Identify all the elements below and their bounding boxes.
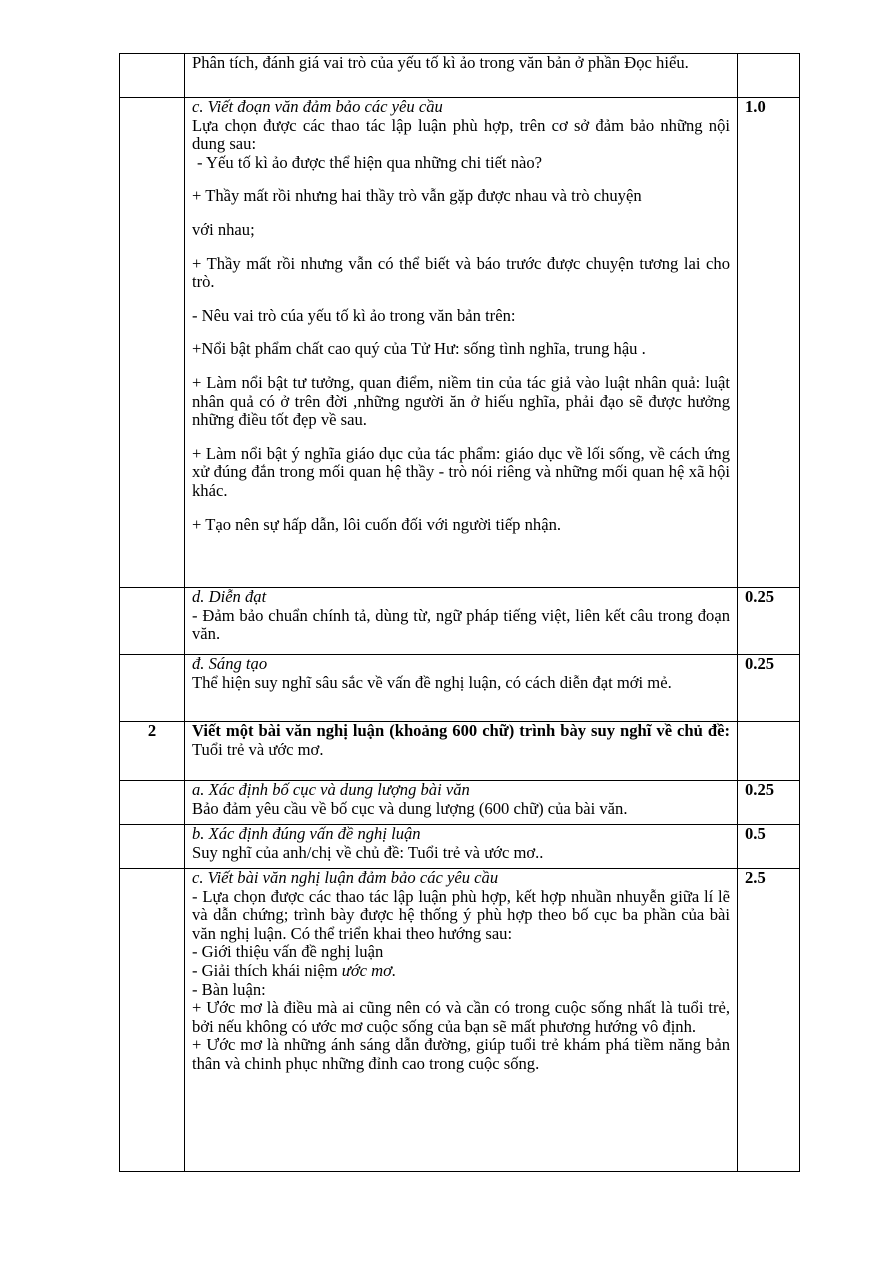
score-cell: 0.25 [738, 588, 800, 655]
paragraph [192, 962, 730, 981]
paragraph: + Ước mơ là điều mà ai cũng nên có và cần có trong cuộc sống nhất là tuổi trẻ, bởi nếu không có ước mơ cuộc sống của bạn sẽ mất phương hướng vô định. [192, 998, 730, 1036]
question-number-cell [120, 98, 185, 588]
paragraph: + Thầy mất rồi nhưng vẫn có thể biết và báo trước được chuyện tương lai cho trò. [192, 253, 730, 292]
question-number-cell [120, 655, 185, 722]
paragraph: - Yếu tố kì ảo được thể hiện qua những chi tiết nào? [197, 152, 543, 172]
content-cell [185, 722, 738, 781]
score-cell: 0.25 [738, 655, 800, 722]
paragraph-text: - Giải thích khái niệm [192, 960, 342, 980]
criterion-heading: c. Viết đoạn văn đảm bảo các yêu cầu [192, 97, 443, 116]
content-cell [185, 655, 738, 722]
content-cell [185, 588, 738, 655]
content-cell [185, 825, 738, 869]
paragraph: + Ước mơ là những ánh sáng dẫn đường, giúp tuổi trẻ khám phá tiềm năng bản thân và chinh phục những đỉnh cao trong cuộc sống. [192, 1035, 730, 1073]
paragraph: - Nêu vai trò cúa yếu tố kì ảo trong văn bản trên: [192, 305, 516, 325]
paragraph: với nhau; [192, 219, 255, 239]
italic-term: ước mơ. [341, 960, 397, 980]
score-cell: 0.25 [738, 781, 800, 825]
paragraph: Thể hiện suy nghĩ sâu sắc về vấn đề nghị luận, có cách diễn đạt mới mẻ. [192, 672, 672, 692]
criterion-heading: d. Diễn đạt [192, 587, 267, 606]
criterion-heading: b. Xác định đúng vấn đề nghị luận [192, 824, 421, 843]
question-number-cell [120, 781, 185, 825]
paragraph: Suy nghĩ của anh/chị về chủ đề: Tuổi trẻ và ước mơ.. [192, 842, 544, 862]
paragraph: Bảo đảm yêu cầu về bố cục và dung lượng (600 chữ) của bài văn. [192, 798, 628, 818]
paragraph: - Bàn luận: [192, 979, 266, 999]
scoring-rubric-table [119, 53, 800, 1172]
question-topic: Tuổi trẻ và ước mơ. [192, 739, 324, 759]
criterion-heading: a. Xác định bố cục và dung lượng bài văn [192, 780, 470, 799]
score-cell [738, 722, 800, 781]
paragraph: + Thầy mất rồi nhưng hai thầy trò vẫn gặp được nhau và trò chuyện [192, 186, 642, 206]
paragraph: + Làm nổi bật ý nghĩa giáo dục của tác phẩm: giáo dục về lối sống, về cách ứng xử đúng đắn trong mối quan hệ thầy - trò nói riêng và những mối quan hệ xã hội khác. [192, 443, 730, 500]
question-prompt [192, 722, 730, 759]
content-cell [185, 54, 738, 98]
score-cell: 1.0 [738, 98, 800, 588]
question-number-cell [120, 825, 185, 869]
paragraph: Phân tích, đánh giá vai trò của yếu tố kì ảo trong văn bản ở phần Đọc hiểu. [192, 53, 689, 72]
content-cell [185, 98, 738, 588]
question-prompt-bold: Viết một bài văn nghị luận (khoảng 600 chữ) trình bày suy nghĩ về chủ đề: [192, 721, 730, 740]
table-row [120, 781, 800, 825]
paragraph: - Lựa chọn được các thao tác lập luận phù hợp, kết hợp nhuần nhuyễn giữa lí lẽ và dẫn chứng; trình bày được hệ thống ý phù hợp theo bố cục ba phần của bài văn nghị luận. Có thể triển khai theo hướng sau: [192, 886, 730, 943]
score-cell: 2.5 [738, 869, 800, 1172]
paragraph: Lựa chọn được các thao tác lập luận phù hợp, trên cơ sở đảm bảo những nội dung sau: [192, 115, 730, 154]
paragraph: - Giới thiệu vấn đề nghị luận [192, 942, 384, 962]
content-cell [185, 781, 738, 825]
content-cell [185, 869, 738, 1172]
criterion-heading: c. Viết bài văn nghị luận đảm bảo các yêu cầu [192, 868, 499, 887]
question-number-cell [120, 869, 185, 1172]
table-row [120, 98, 800, 588]
paragraph: +Nổi bật phẩm chất cao quý của Tử Hư: sống tình nghĩa, trung hậu . [192, 339, 646, 359]
score-cell [738, 54, 800, 98]
table-row [120, 655, 800, 722]
paragraph: + Tạo nên sự hấp dẫn, lôi cuốn đối với người tiếp nhận. [192, 514, 562, 534]
question-number-cell [120, 588, 185, 655]
table-row [120, 869, 800, 1172]
table-row [120, 825, 800, 869]
table-row [120, 54, 800, 98]
table-row [120, 588, 800, 655]
paragraph: + Làm nổi bật tư tưởng, quan điểm, niềm tin của tác giả vào luật nhân quả: luật nhân quả có ở trên đời ,những người ăn ở hiếu nghĩa, phải đạo sẽ được hưởng những điều tốt đẹp về sau. [192, 372, 730, 430]
criterion-heading: đ. Sáng tạo [192, 654, 268, 673]
paragraph: - Đảm bảo chuẩn chính tả, dùng từ, ngữ pháp tiếng việt, liên kết câu trong đoạn văn. [192, 605, 730, 644]
question-number-cell [120, 54, 185, 98]
question-number-cell: 2 [120, 722, 185, 781]
table-row [120, 722, 800, 781]
score-cell: 0.5 [738, 825, 800, 869]
